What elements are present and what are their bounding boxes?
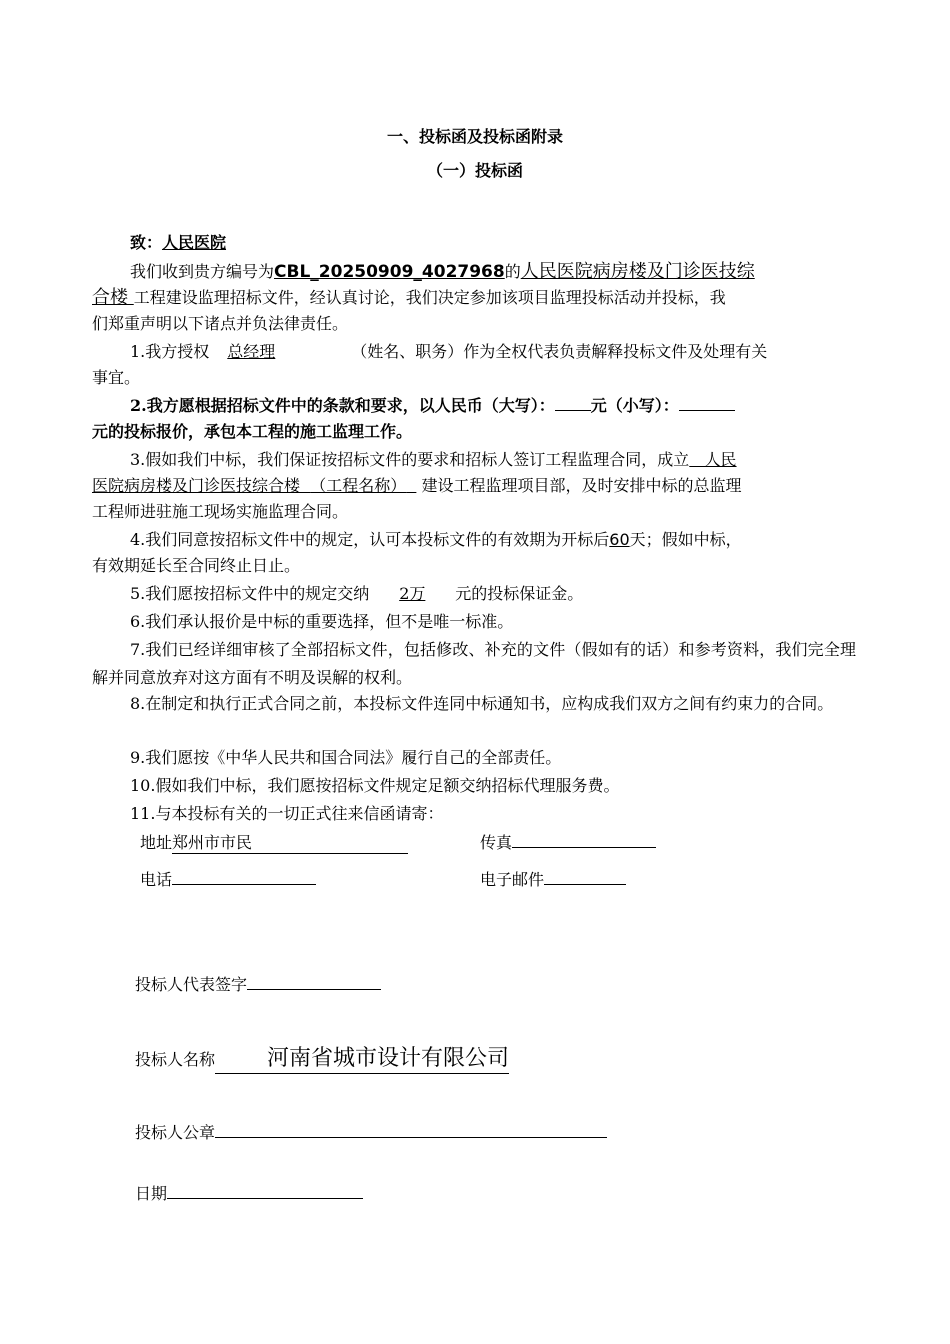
project-name-note: （工程名称）: [310, 476, 407, 495]
email-field[interactable]: [544, 866, 626, 885]
item-3-line-1: 3.假如我们中标，我们保证按招标文件的要求和招标人签订工程监理合同，成立 人民: [130, 450, 737, 469]
deposit-amount: 2万: [399, 584, 426, 603]
company-value: 河南省城市设计有限公司: [267, 1046, 510, 1071]
item-10-line: 10.假如我们中标，我们愿按招标文件规定足额交纳招标代理服务费。: [130, 776, 620, 795]
representative-signature-field[interactable]: [247, 971, 381, 990]
item-4-line-2: 有效期延长至合同终止日止。: [92, 556, 301, 575]
seal-label: 投标人公章: [135, 1123, 216, 1142]
address-value: 郑州市市民: [172, 833, 253, 852]
seal-row: [135, 1119, 607, 1147]
item-3-line-2: 医院病房楼及门诊医技综合楼 （工程名称） 建设工程监理项目部，及时安排中标的总监理: [92, 476, 742, 495]
item-4-text-a: 4.我们同意按招标文件中的规定，认可本投标文件的有效期为开标后: [130, 530, 610, 549]
recipient-name: 人民医院: [162, 233, 227, 252]
item-9-line: 9.我们愿按《中华人民共和国合同法》履行自己的全部责任。: [130, 748, 562, 767]
item-5-text-a: 5.我们愿按招标文件中的规定交纳: [130, 584, 370, 603]
email-label: 电子邮件: [480, 870, 545, 889]
item-11-line: 11.与本投标有关的一切正式往来信函请寄：: [130, 804, 444, 823]
item-1-text-a: 1.我方授权: [130, 342, 210, 361]
fax-row: [480, 829, 656, 857]
date-row: [135, 1180, 363, 1208]
representative-label: 投标人代表签字: [135, 975, 248, 994]
fax-field[interactable]: [512, 829, 656, 848]
phone-row: [140, 866, 316, 894]
intro-text-b: 的: [504, 262, 521, 281]
item-4-line-1: 4.我们同意按招标文件中的规定，认可本投标文件的有效期为开标后60天；假如中标，: [130, 530, 742, 549]
item-6-line: 6.我们承认报价是中标的重要选择，但不是唯一标准。: [130, 612, 514, 631]
item-2-text-a: 2.我方愿根据招标文件中的条款和要求，以人民币（大写）：: [130, 396, 555, 415]
page-title: 一、投标函及投标函附录: [386, 127, 563, 146]
item-3-text-a: 3.假如我们中标，我们保证按招标文件的要求和招标人签订工程监理合同，成立: [130, 450, 690, 469]
price-words-blank[interactable]: [555, 392, 591, 411]
intro-line-1: 我们收到贵方编号为CBL_20250909_4027968的人民医院病房楼及门诊医技综: [130, 261, 755, 282]
item-7-paragraph: 7.我们已经详细审核了全部招标文件，包括修改、补充的文件（假如有的话）和参考资料，我们完全理解并同意放弃对这方面有不明及误解的权利。: [92, 640, 856, 687]
fax-label: 传真: [480, 833, 513, 852]
seal-field[interactable]: [215, 1119, 607, 1138]
date-label: 日期: [135, 1184, 168, 1203]
company-field[interactable]: [215, 1046, 509, 1074]
email-row: [480, 866, 626, 894]
validity-days: 60: [609, 530, 630, 549]
item-3-line-3: 工程师进驻施工现场实施监理合同。: [92, 502, 349, 521]
company-label: 投标人名称: [135, 1050, 216, 1069]
item-5-text-b: 元的投标保证金。: [455, 584, 584, 603]
project-code: CBL_20250909_4027968: [274, 262, 505, 282]
page-subtitle: （一）投标函: [426, 161, 523, 180]
phone-field[interactable]: [172, 866, 316, 885]
price-figures-blank[interactable]: [679, 392, 735, 411]
item-5-line: [130, 580, 583, 608]
item-1-line-1: 1.我方授权 总经理 （姓名、职务）作为全权代表负责解释投标文件及处理有关: [130, 338, 767, 366]
recipient-label: 致：: [130, 233, 163, 252]
date-field[interactable]: [167, 1180, 363, 1199]
address-field[interactable]: [172, 833, 408, 854]
item-2-line-2: 元的投标报价，承包本工程的施工监理工作。: [92, 422, 413, 441]
intro-line-3: 们郑重声明以下诸点并负法律责任。: [92, 314, 349, 333]
intro-text-a: 我们收到贵方编号为: [130, 262, 275, 281]
company-name-row: [135, 1044, 509, 1076]
item-2-text-b: 元（小写）：: [590, 396, 679, 415]
item-2-line-1: [130, 392, 735, 420]
phone-label: 电话: [140, 870, 173, 889]
intro-line-2: 合楼 工程建设监理招标文件，经认真讨论，我们决定参加该项目监理投标活动并投标，我: [92, 287, 726, 308]
item-1-line-2: 事宜。: [92, 368, 141, 387]
address-label: 地址: [140, 833, 173, 852]
item-8-paragraph: 8.在制定和执行正式合同之前，本投标文件连同中标通知书，应构成我们双方之间有约束力的合同。: [130, 694, 834, 713]
representative-signature-row: [135, 971, 381, 999]
address-row: [140, 829, 408, 857]
authorized-person: 总经理: [227, 342, 276, 361]
recipient-line: [130, 229, 226, 257]
